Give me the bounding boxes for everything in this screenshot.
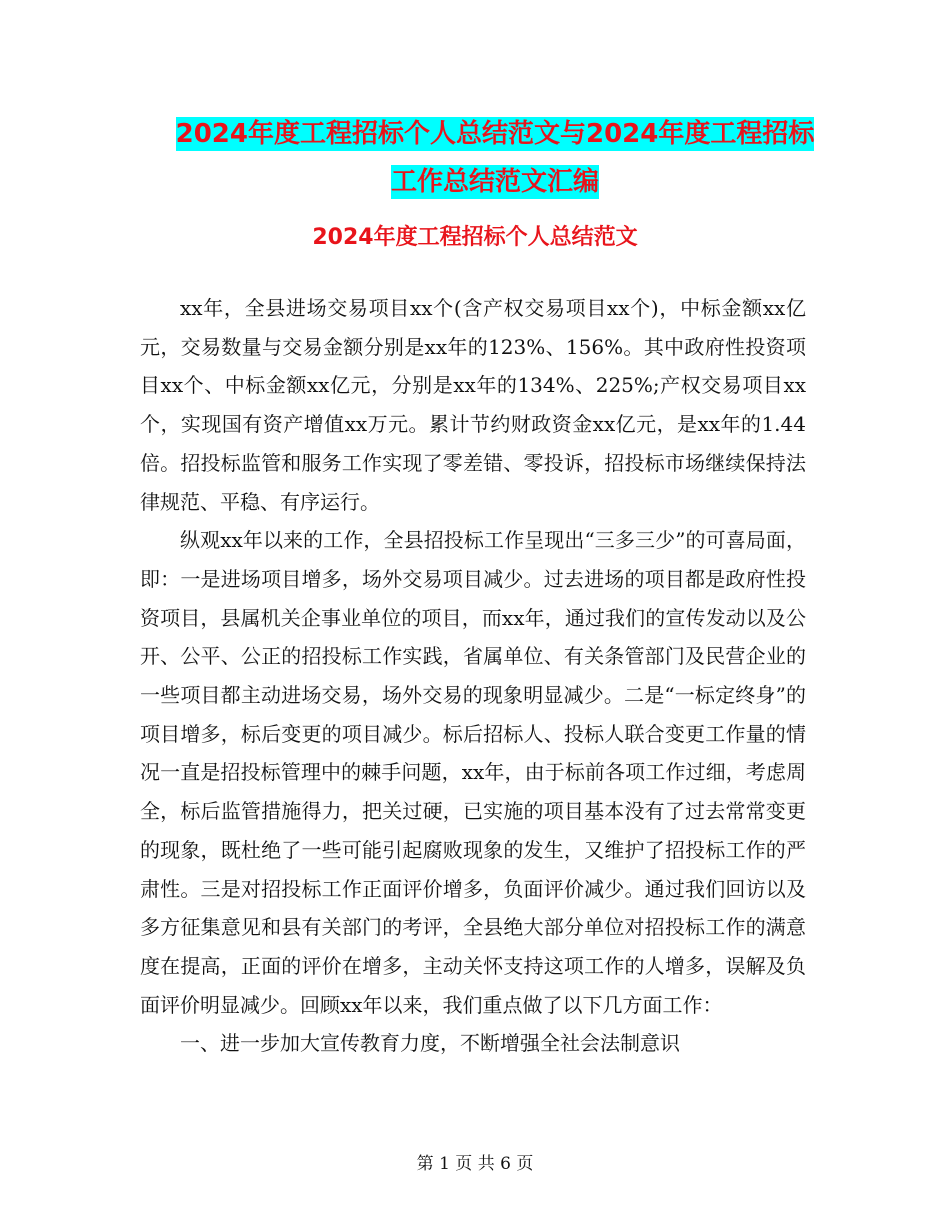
document-title-line-2: 工作总结范文汇编 — [390, 167, 599, 197]
section-title: 2024年度工程招标个人总结范文 — [312, 225, 638, 250]
paragraph-2: 纵观xx年以来的工作，全县招投标工作呈现出“三多三少”的可喜局面，即：一是进场项目增多，场外交易项目减少。过去进场的项目都是政府性投资项目，县属机关企事业单位的项目，而xx年，通过我们的宣传发动以及公开、公平、公正的招投标工作实践，省属单位、有关条管部门及民营企业的一些项目都主动进场交易，场外交易的现象明显减少。二是“一标定终身”的项目增多，标后变更的项目减少。标后招标人、投标人联合变更工作量的情况一直是招投标管理中的棘手问题，xx年，由于标前各项工作过细，考虑周全，标后监管措施得力，把关过硬，已实施的项目基本没有了过去常常变更的现象，既杜绝了一些可能引起腐败现象的发生，又维护了招投标工作的严肃性。三是对招投标工作正面评价增多，负面评价减少。通过我们回访以及多方征集意见和县有关部门的考评，全县绝大部分单位对招投标工作的满意度在提高，正面的评价在增多，主动关怀支持这项工作的人增多，误解及负面评价明显减少。回顾xx年以来，我们重点做了以下几方面工作： — [140, 528, 806, 1017]
paragraph-3-heading: 一、进一步加大宣传教育力度，不断增强全社会法制意识 — [180, 1031, 680, 1056]
paragraph-1: xx年，全县进场交易项目xx个(含产权交易项目xx个)，中标金额xx亿元，交易数量与交易金额分别是xx年的123%、156%。其中政府性投资项目xx个、中标金额xx亿元，分别是xx年的134%、225%;产权交易项目xx个，实现国有资产增值xx万元。累计节约财政资金xx亿元，是xx年的1.44倍。招投标监管和服务工作实现了零差错、零投诉，招投标市场继续保持法律规范、平稳、有序运行。 — [140, 296, 806, 514]
document-title — [140, 110, 850, 206]
document-title-line-1: 2024年度工程招标个人总结范文与2024年度工程招标 — [175, 119, 815, 149]
document-body — [140, 289, 806, 1063]
page-number-footer: 第 1 页 共 6 页 — [416, 1154, 534, 1174]
